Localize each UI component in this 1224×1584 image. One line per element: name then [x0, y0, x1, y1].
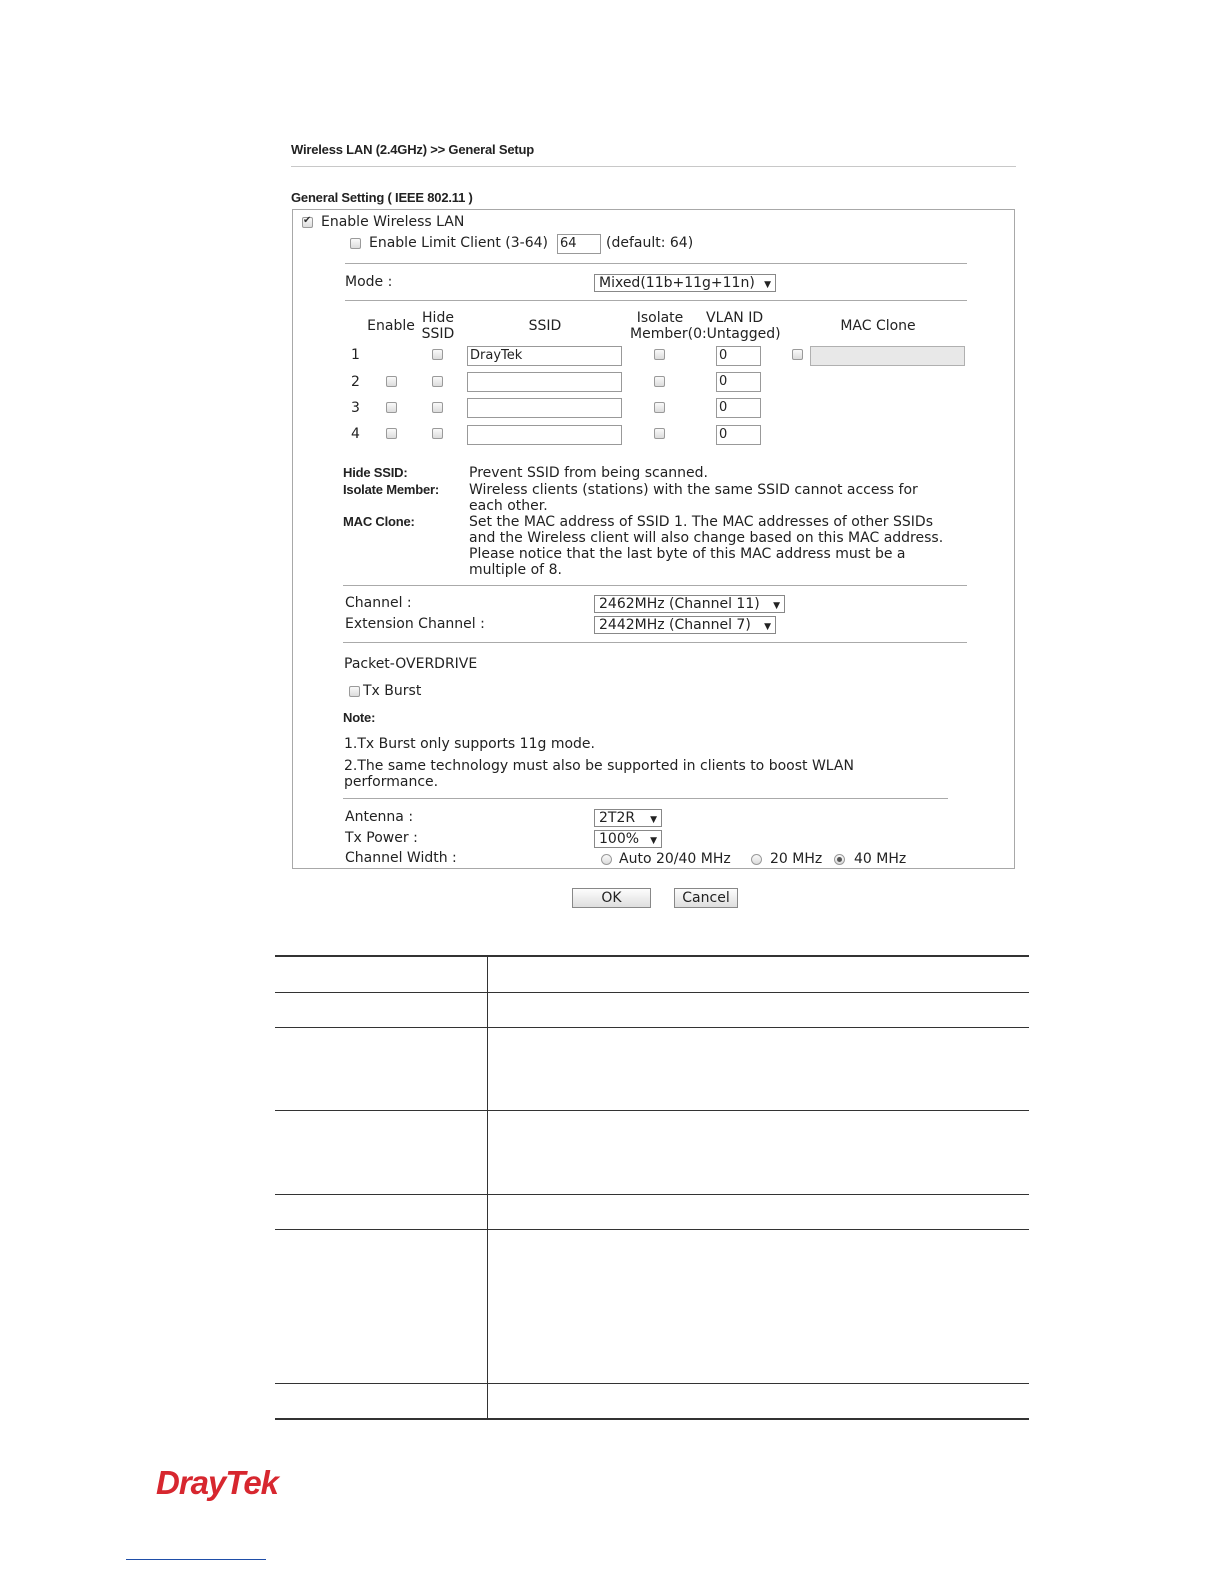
note-desc-hide-ssid: Prevent SSID from being scanned. [469, 465, 708, 481]
antenna-select-value: 2T2R [599, 810, 636, 826]
tx-power-select-value: 100% [599, 831, 640, 847]
enable-ssid-checkbox[interactable] [386, 428, 397, 439]
table-rule [275, 1229, 1029, 1230]
chevron-down-icon: ▼ [764, 280, 771, 290]
section-title: General Setting ( IEEE 802.11 ) [291, 190, 473, 205]
vlan-id-input[interactable]: 0 [716, 372, 761, 392]
divider [343, 642, 967, 643]
chevron-down-icon: ▼ [650, 836, 657, 846]
col-header-isolate-line1: Isolate [636, 310, 684, 326]
col-header-mac-clone: MAC Clone [840, 318, 916, 334]
note-desc-mac-clone-line: and the Wireless client will also change based on this MAC address. [469, 530, 944, 546]
channel-select[interactable] [594, 595, 785, 613]
table-rule [275, 992, 1029, 993]
enable-ssid-checkbox[interactable] [386, 376, 397, 387]
col-header-ssid: SSID [528, 318, 562, 334]
isolate-member-checkbox[interactable] [654, 376, 665, 387]
note-item-1: 1.Tx Burst only supports 11g mode. [344, 736, 595, 752]
chevron-down-icon: ▼ [764, 622, 771, 632]
packet-overdrive-title: Packet-OVERDRIVE [344, 656, 478, 672]
extension-channel-select-value: 2442MHz (Channel 7) [599, 617, 751, 633]
hide-ssid-checkbox[interactable] [432, 428, 443, 439]
hide-ssid-checkbox[interactable] [432, 349, 443, 360]
mac-clone-checkbox[interactable] [792, 349, 803, 360]
ssid-row-index: 1 [351, 347, 360, 363]
draytek-logo: DrayTek [156, 1464, 279, 1501]
mode-select[interactable] [594, 274, 776, 292]
cancel-button[interactable]: Cancel [674, 888, 738, 908]
note-desc-mac-clone-line: multiple of 8. [469, 562, 562, 578]
channel-width-label: Channel Width : [345, 850, 457, 866]
note-item-2-line: performance. [344, 774, 439, 790]
ssid-row-index: 4 [351, 426, 360, 442]
channel-width-option-40: 40 MHz [854, 851, 907, 867]
col-header-vlan-line1: VLAN ID [706, 310, 764, 326]
isolate-member-checkbox[interactable] [654, 428, 665, 439]
mac-clone-input[interactable] [810, 346, 965, 366]
ssid-input[interactable]: DrayTek [467, 346, 622, 366]
chevron-down-icon: ▼ [773, 601, 780, 611]
limit-client-default-text: (default: 64) [606, 235, 694, 251]
col-header-hide-ssid-line2: SSID [421, 326, 455, 342]
enable-limit-client-checkbox[interactable] [350, 238, 361, 249]
title-divider [291, 166, 1016, 167]
limit-client-input[interactable]: 64 [557, 234, 601, 254]
enable-wireless-lan-label: Enable Wireless LAN [321, 214, 465, 230]
table-rule [275, 1194, 1029, 1195]
tx-power-label: Tx Power : [345, 830, 418, 846]
divider [343, 585, 967, 586]
note-term-isolate: Isolate Member: [343, 482, 439, 497]
note-desc-isolate-line: Wireless clients (stations) with the same SSID cannot access for [469, 482, 918, 498]
note-term-mac-clone: MAC Clone: [343, 514, 415, 529]
divider [345, 300, 967, 301]
antenna-select[interactable] [594, 809, 662, 827]
vlan-id-input[interactable]: 0 [716, 398, 761, 418]
note-term-hide-ssid: Hide SSID: [343, 465, 408, 480]
col-header-enable: Enable [367, 318, 415, 334]
channel-width-option-auto: Auto 20/40 MHz [619, 851, 731, 867]
table-rule [275, 955, 1029, 957]
note-desc-mac-clone-line: Set the MAC address of SSID 1. The MAC addresses of other SSIDs [469, 514, 933, 530]
note-desc-mac-clone-line: Please notice that the last byte of this MAC address must be a [469, 546, 906, 562]
ssid-input[interactable] [467, 425, 622, 445]
divider [343, 798, 948, 799]
tx-burst-checkbox[interactable] [349, 686, 360, 697]
channel-width-radio-20[interactable] [751, 854, 762, 865]
page-title: Wireless LAN (2.4GHz) >> General Setup [291, 142, 534, 157]
antenna-label: Antenna : [345, 809, 414, 825]
note-desc-isolate-line: each other. [469, 498, 548, 514]
col-header-hide-ssid [416, 310, 460, 342]
table-column-divider [487, 956, 488, 1420]
channel-width-radio-auto[interactable] [601, 854, 612, 865]
col-header-vlan-line2: 0:Untagged) [693, 326, 781, 342]
mode-select-value: Mixed(11b+11g+11n) [599, 275, 755, 291]
note-desc-mac-clone [469, 514, 943, 578]
table-rule [275, 1383, 1029, 1384]
col-header-isolate-vlan [630, 310, 790, 342]
mode-label: Mode : [345, 274, 393, 290]
ssid-row-index: 2 [351, 374, 360, 390]
ssid-row-index: 3 [351, 400, 360, 416]
footer-rule [126, 1559, 266, 1560]
tx-burst-label: Tx Burst [363, 683, 422, 699]
extension-channel-label: Extension Channel : [345, 616, 485, 632]
hide-ssid-checkbox[interactable] [432, 402, 443, 413]
vlan-id-input[interactable]: 0 [716, 346, 761, 366]
col-header-isolate-line2: Member( [630, 326, 694, 342]
note-item-2 [344, 758, 854, 790]
channel-select-value: 2462MHz (Channel 11) [599, 596, 760, 612]
tx-power-select[interactable] [594, 830, 662, 848]
note-desc-isolate [469, 482, 918, 514]
vlan-id-input[interactable]: 0 [716, 425, 761, 445]
enable-limit-client-label: Enable Limit Client (3-64) [369, 235, 548, 251]
note-title: Note: [343, 710, 376, 725]
chevron-down-icon: ▼ [650, 815, 657, 825]
note-item-2-line: 2.The same technology must also be supported in clients to boost WLAN [344, 758, 854, 774]
table-rule [275, 1110, 1029, 1111]
isolate-member-checkbox[interactable] [654, 349, 665, 360]
hide-ssid-checkbox[interactable] [432, 376, 443, 387]
ssid-input[interactable] [467, 372, 622, 392]
channel-label: Channel : [345, 595, 412, 611]
enable-wireless-lan-checkbox[interactable] [302, 217, 313, 228]
ok-button[interactable]: OK [572, 888, 651, 908]
table-rule [275, 1027, 1029, 1028]
enable-ssid-checkbox[interactable] [386, 402, 397, 413]
extension-channel-select[interactable] [594, 616, 776, 634]
channel-width-radio-40[interactable] [834, 854, 845, 865]
table-rule [275, 1418, 1029, 1420]
isolate-member-checkbox[interactable] [654, 402, 665, 413]
divider [345, 263, 967, 264]
channel-width-option-20: 20 MHz [770, 851, 823, 867]
col-header-hide-ssid-line1: Hide [422, 310, 454, 326]
ssid-input[interactable] [467, 398, 622, 418]
